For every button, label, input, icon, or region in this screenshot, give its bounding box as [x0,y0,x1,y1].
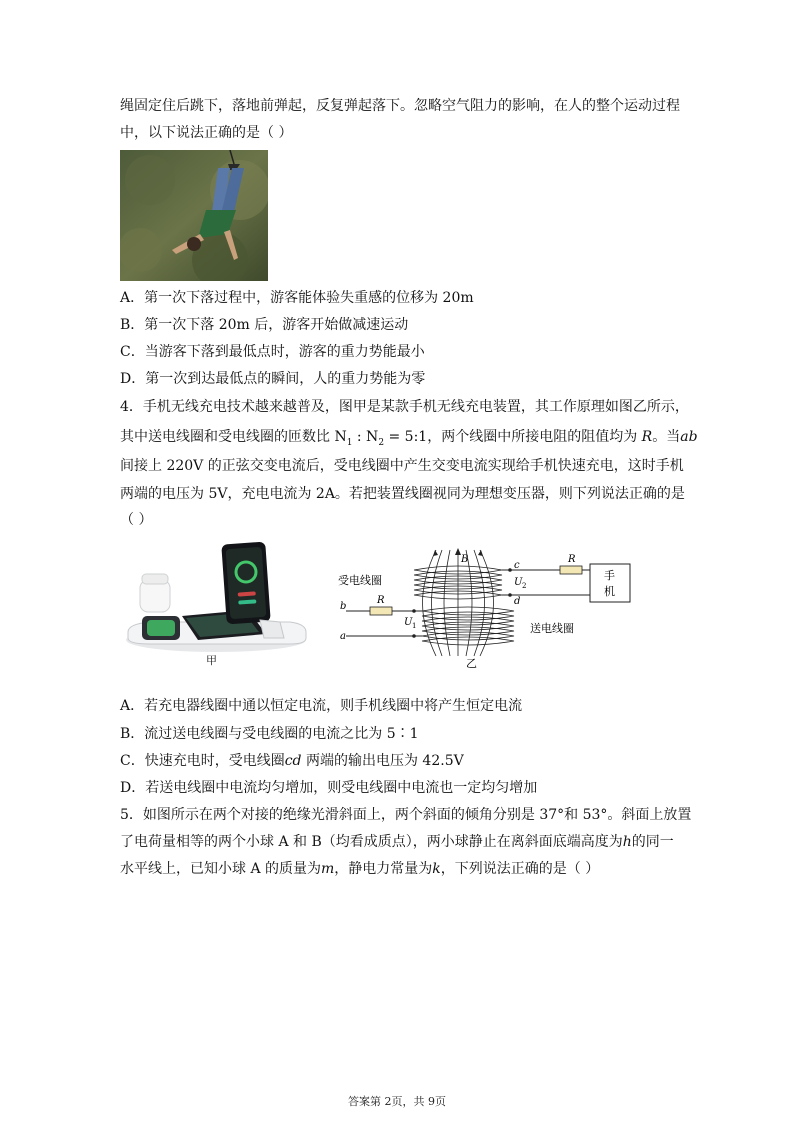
q4-stem-line1: 4．手机无线充电技术越来越普及，图甲是某款手机无线充电装置，其工作原理如图乙所示， [120,399,689,415]
label-phone-2: 机 [604,585,615,598]
q4-option-c: C．快速充电时，受电线圈cd 两端的输出电压为 42.5V [120,753,464,769]
label-U2: U [514,577,523,588]
q5-stem-line3: 水平线上，已知小球 A 的质量为m，静电力常量为k，下列说法正确的是（ ） [120,861,600,877]
q4-option-d: D．若送电线圈中电流均匀增加，则受电线圈中电流也一定均匀增加 [120,780,538,796]
q5-stem-line2: 了电荷量相等的两个小球 A 和 B（均看成质点），两小球静止在离斜面底端高度为h的同一 [120,834,674,850]
figure-left-caption: 甲 [206,654,217,667]
q5-stem-line1: 5．如图所示在两个对接的绝缘光滑斜面上，两个斜面的倾角分别是 37°和 53°。斜面上放置 [120,807,692,823]
q4-stem-line3: 间接上 220V 的正弦交变电流后，受电线圈中产生交变电流实现给手机快速充电，这时手机 [120,458,684,474]
q4-stem-line2: 其中送电线圈和受电线圈的匝数比 $N_1$ : $N_2$ = 5:1，两个线圈中所接电阻的阻值均为 R。当ab [120,429,698,448]
label-U1-sub: 1 [412,622,417,630]
charger-figure [120,540,308,666]
label-B: B [461,554,469,565]
label-R-bottom: R [377,595,385,606]
label-send-coil: 送电线圈 [530,622,574,635]
q3-stem-line1: 绳固定住后跳下，落地前弹起，反复弹起落下。忽略空气阻力的影响，在人的整个运动过程 [120,98,680,114]
q4-stem-line4: 两端的电压为 5V，充电电流为 2A。若把装置线圈视同为理想变压器，则下列说法正确的是 [120,486,685,502]
page-footer: 答案第 2页，共 9页 [348,1095,446,1108]
q3-option-c: C．当游客下落到最低点时，游客的重力势能最小 [120,344,425,360]
q3-option-b: B．第一次下落 20m 后，游客开始做减速运动 [120,317,409,333]
label-U2-sub: 2 [522,582,527,590]
label-d: d [514,596,521,607]
circuit-diagram [338,548,638,670]
q3-stem-line2: 中，以下说法正确的是（ ） [120,125,293,141]
q3-option-a: A．第一次下落过程中，游客能体验失重感的位移为 20m [120,290,474,306]
figure-right-caption: 乙 [466,657,477,670]
label-recv-coil: 受电线圈 [338,574,382,587]
bungee-photo [120,150,268,281]
q4-option-b: B．流过送电线圈与受电线圈的电流之比为 5∶1 [120,726,419,742]
label-b: b [340,601,347,612]
label-U1: U [404,617,413,628]
label-phone-1: 手 [604,569,615,582]
q3-option-d: D．第一次到达最低点的瞬间，人的重力势能为零 [120,371,426,387]
label-a: a [340,631,346,642]
label-c: c [514,560,520,571]
label-R-top: R [568,554,576,565]
q4-option-a: A．若充电器线圈中通以恒定电流，则手机线圈中将产生恒定电流 [120,698,523,714]
q4-stem-line5: （ ） [120,512,153,528]
